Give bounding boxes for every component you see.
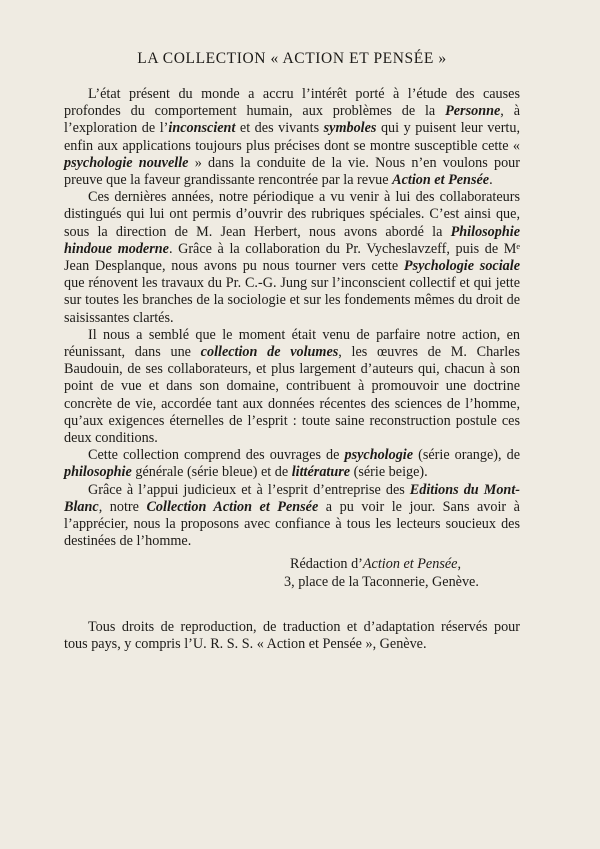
body-text: [64, 86, 520, 550]
text-run: .: [489, 172, 493, 189]
text-run: Cette collection comprend des ouvrages de: [88, 447, 345, 464]
signature-prefix: Rédaction d’: [290, 556, 363, 573]
italic-phrase: psychologie: [344, 447, 414, 464]
signature-block: [64, 556, 520, 590]
text-run: (série beige).: [350, 464, 428, 481]
paragraph-2: [64, 189, 520, 327]
page-title: LA COLLECTION « ACTION ET PENSÉE »: [137, 50, 447, 67]
paragraph-5: [64, 482, 520, 551]
text-run: qui y puisent leur vertu, enfin aux applications toujours plus précises dont se montre susceptible cette «: [64, 120, 520, 154]
text-run: . Grâce à la collaboration du Pr. Vycheslavzeff, puis de Mᵉ Jean Desplanque, nous avons pu nous tourner vers cette: [64, 240, 520, 275]
text-run: Ces dernières années, notre périodique a vu venir à lui des collaborateurs distingués qui lui ont permis d’ouvrir des rubriques spéciales. C’est ainsi que, sous la direction de M. Jean Herbert, nous avons abordé la: [64, 189, 520, 240]
italic-phrase: Personne: [445, 103, 501, 120]
text-run: , les œuvres de M. Charles Baudouin, de ses collaborateurs, et plus largement d’auteurs qui, chacun à son point de vue et dans son domaine, contribuent à promouvoir une doctrine concrète de vie, accordée tant aux données récentes des sciences de l’homme, qu’aux exigences éternelles de l’esprit : toute saine reconstruction postule ces deux conditions.: [64, 344, 520, 447]
text-run: Il nous a semblé que le moment était venu de parfaire notre action, en réunissant, dans une: [64, 326, 520, 361]
text-run: et des vivants: [235, 120, 324, 137]
signature-address: 3, place de la Taconnerie, Genève.: [284, 573, 479, 590]
italic-phrase: inconscient: [168, 120, 236, 137]
italic-phrase: Editions du Mont-Blanc: [64, 481, 520, 515]
rights-notice: Tous droits de reproduction, de traduction et d’adaptation réservés pour tous pays, y compris l’U. R. S. S. « Action et Pensée », Genève.: [64, 618, 520, 653]
paragraph-4: [64, 447, 520, 481]
italic-phrase: littérature: [291, 464, 351, 481]
italic-phrase: psychologie nouvelle: [64, 154, 189, 171]
italic-phrase: Action et Pensée: [392, 172, 490, 189]
text-run: que rénovent les travaux du Pr. C.-G. Jung sur l’inconscient collectif et qui jette sur toutes les branches de la sociologie et sur les fondements mêmes du droit de saisissantes clartés.: [64, 275, 520, 326]
text-run: , à l’exploration de l’: [64, 103, 520, 137]
italic-phrase: Psychologie sociale: [403, 258, 520, 275]
paragraph-3: [64, 327, 520, 447]
italic-phrase: Philosophie hindoue moderne: [64, 223, 520, 257]
signature-line-1: [284, 556, 520, 573]
text-run: a pu voir le jour. Sans avoir à l’apprécier, nous la proposons avec confiance à tous les lecteurs soucieux des destinées de l’homme.: [64, 498, 520, 550]
text-run: , notre: [98, 498, 147, 515]
italic-phrase: collection de volumes: [200, 344, 339, 361]
italic-phrase: philosophie: [64, 464, 132, 481]
signature-journal-title: Action et Pensée: [362, 556, 458, 573]
text-run: L’état présent du monde a accru l’intérêt porté à l’étude des causes profondes du comportement humain, aux problèmes de la: [64, 86, 520, 120]
italic-phrase: Collection Action et Pensée: [146, 498, 319, 515]
text-run: générale (série bleue) et de: [131, 464, 292, 481]
text-run: (série orange), de: [413, 447, 520, 464]
italic-phrase: symboles: [323, 120, 377, 137]
text-run: Grâce à l’appui judicieux et à l’esprit d’entreprise des: [88, 481, 410, 498]
signature-suffix: ,: [457, 556, 461, 573]
text-run: » dans la conduite de la vie. Nous n’en voulons pour preuve que la faveur grandissante rencontrée par la revue: [64, 154, 520, 189]
paragraph-1: [64, 86, 520, 189]
